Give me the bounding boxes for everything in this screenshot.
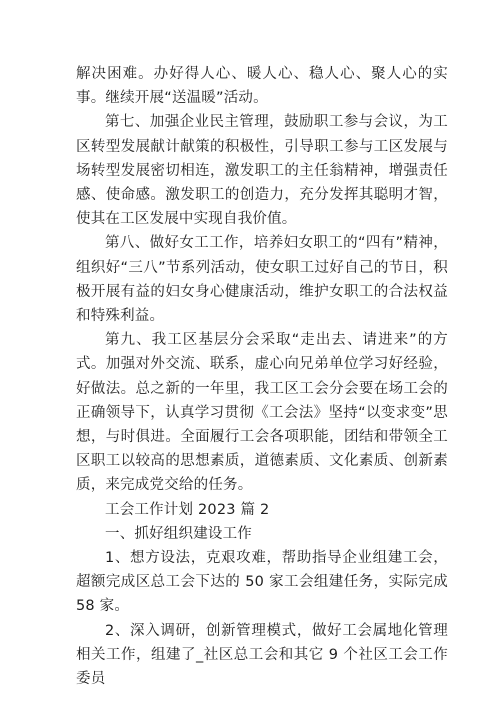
paragraph-ninth: 第九、我工区基层分会采取“走出去、请进来”的方式。加强对外交流、联系，虚心向兄弟单位学习好经验，好做法。总之新的一年里，我工区工会分会要在场工会的正确领导下，认真学习贯彻《工会法》坚持“以变求变”思想，与时俱进。全面履行工会各项职能，团结和带领全工区职工以较高的思想素质，道德素质、文化素质、创新素质，来完成党交给的任务。 [76,332,448,494]
paragraph-continuation: 解决困难。办好得人心、暖人心、稳人心、聚人心的实事。继续开展“送温暖”活动。 [76,66,448,107]
document-body [76,62,448,691]
paragraph-seventh: 第七、加强企业民主管理，鼓励职工参与会议，为工区转型发展献计献策的积极性，引导职工参与工区发展与场转型发展密切相连，激发职工的主任翁精神，增强责任感、使命感。激发职工的创造力，充分发挥其聪明才智，使其在工区发展中实现自我价值。 [76,114,448,228]
section-title: 工会工作计划 2023 篇 2 [105,501,270,518]
list-item-2: 2、深入调研，创新管理模式，做好工会属地化管理相关工作，组建了_社区总工会和其它 9 个社区工会工作委员 [76,622,448,688]
paragraph-eighth: 第八、做好女工工作，培养妇女职工的“四有”精神，组织好“三八”节系列活动，使女职工过好自己的节日，积极开展有益的妇女身心健康活动，维护女职工的合法权益和特殊利益。 [76,235,448,325]
subheading: 一、抓好组织建设工作 [105,525,252,542]
list-item-1: 1、想方设法，克艰攻难，帮助指导企业组建工会，超额完成区总工会下达的 50 家工会组建任务，实际完成 58 家。 [76,550,448,615]
